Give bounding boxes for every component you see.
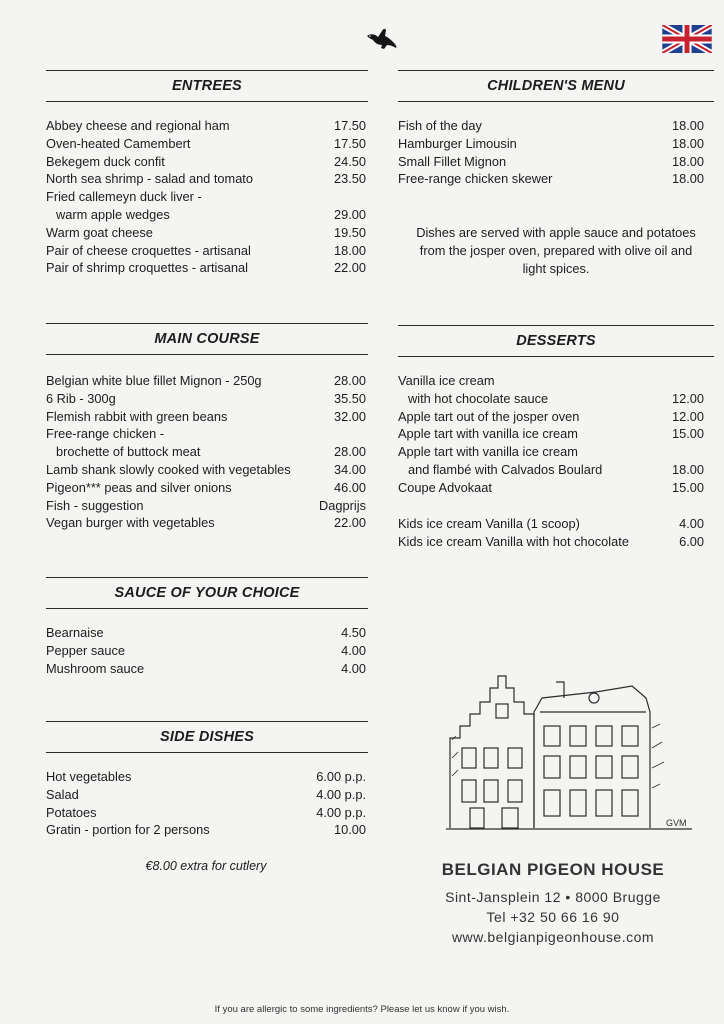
menu-item — [46, 461, 366, 479]
menu-item — [46, 242, 366, 260]
main-course-header — [46, 323, 368, 355]
menu-item-name: Abbey cheese and regional ham — [46, 118, 230, 133]
menu-item — [46, 642, 366, 660]
menu-item-price: 4.00 — [341, 660, 366, 676]
menu-item-price: 24.50 — [333, 153, 366, 169]
menu-item-price: 12.00 — [671, 408, 704, 424]
note-line: from the josper oven, prepared with olive oil and — [419, 242, 693, 258]
menu-item-name: North sea shrimp - salad and tomato — [46, 171, 253, 187]
menu-item-price: 23.50 — [333, 171, 366, 187]
menu-item-price: 6.00 — [679, 533, 704, 549]
menu-item-price: 19.50 — [333, 224, 366, 240]
menu-item — [46, 425, 366, 443]
menu-item — [398, 479, 704, 497]
side-dishes-header — [46, 721, 368, 753]
entrees-list — [46, 117, 366, 277]
entrees-header — [46, 70, 368, 102]
menu-item — [398, 408, 704, 426]
menu-item-name: Gratin - portion for 2 persons — [46, 822, 210, 838]
menu-item-price: 10.00 — [333, 822, 366, 838]
menu-item — [398, 153, 704, 171]
cutlery-note: €8.00 extra for cutlery — [145, 859, 267, 873]
menu-item-price: 12.00 — [671, 390, 704, 406]
menu-item — [398, 170, 704, 188]
menu-item-price: 18.00 — [671, 461, 704, 477]
menu-item-name: warm apple wedges — [56, 206, 170, 222]
menu-item-name: Vanilla ice cream — [398, 373, 495, 388]
menu-item-name: Coupe Advokaat — [398, 479, 492, 495]
menu-item-price: 28.00 — [333, 373, 366, 388]
menu-item — [398, 533, 704, 551]
restaurant-phone: Tel +32 50 66 16 90 — [486, 909, 620, 925]
menu-item-name: and flambé with Calvados Boulard — [408, 461, 603, 477]
menu-item-price: 18.00 — [671, 135, 704, 151]
menu-item-name: Potatoes — [46, 804, 97, 820]
note-line: Dishes are served with apple sauce and potatoes — [416, 225, 696, 240]
menu-item-price: 17.50 — [333, 135, 366, 151]
menu-item-price: 4.00 — [341, 642, 366, 658]
menu-item-name: Small Fillet Mignon — [398, 153, 507, 169]
allergy-note: If you are allergic to some ingredients? Please let us know if you wish. — [214, 1004, 510, 1015]
house-drawing — [446, 668, 692, 834]
menu-item-name: Belgian white blue fillet Mignon - 250g — [46, 373, 262, 388]
menu-item — [398, 135, 704, 153]
menu-item-name: Fish - suggestion — [46, 497, 144, 513]
menu-item-price: 15.00 — [671, 479, 704, 495]
menu-item — [46, 224, 366, 242]
pigeon-icon — [364, 27, 398, 53]
menu-item — [398, 425, 704, 443]
menu-item-name: Mushroom sauce — [46, 660, 145, 676]
menu-item-name: Bekegem duck confit — [46, 153, 165, 169]
side-dishes-list — [46, 768, 366, 839]
menu-item-name: Pair of shrimp croquettes - artisanal — [46, 260, 248, 276]
menu-item — [46, 786, 366, 804]
menu-item-name: Hot vegetables — [46, 769, 132, 784]
menu-item — [46, 768, 366, 786]
menu-item-price: 4.00 p.p. — [316, 786, 366, 802]
menu-item — [46, 390, 366, 408]
menu-item — [46, 170, 366, 188]
restaurant-website[interactable]: www.belgianpigeonhouse.com — [451, 929, 655, 945]
menu-item-price: 4.00 — [679, 516, 704, 531]
menu-item-price: 46.00 — [333, 479, 366, 495]
menu-item-price: 4.00 p.p. — [316, 804, 366, 820]
side-dishes-title: SIDE DISHES — [159, 729, 255, 745]
menu-item-price: 18.00 — [671, 153, 704, 169]
menu-item — [398, 390, 704, 408]
menu-item-name: brochette of buttock meat — [56, 444, 201, 460]
menu-item-name: Vegan burger with vegetables — [46, 515, 215, 531]
menu-item-name: Fish of the day — [398, 118, 482, 133]
childrens-menu-list — [398, 117, 704, 188]
menu-item — [46, 497, 366, 515]
menu-item-price: 4.50 — [341, 625, 366, 640]
menu-item-name: Salad — [46, 786, 79, 802]
sauce-title: SAUCE OF YOUR CHOICE — [114, 585, 300, 601]
menu-item-name: 6 Rib - 300g — [46, 390, 116, 406]
menu-item — [46, 117, 366, 135]
menu-item — [46, 624, 366, 642]
menu-item — [46, 443, 366, 461]
menu-item — [46, 408, 366, 426]
menu-item-name: Apple tart out of the josper oven — [398, 408, 580, 424]
menu-item — [398, 461, 704, 479]
menu-item — [46, 479, 366, 497]
sauce-header — [46, 577, 368, 609]
menu-item-name: Apple tart with vanilla ice cream — [398, 444, 578, 460]
menu-item-price: 22.00 — [333, 515, 366, 531]
childrens-menu-header — [398, 70, 714, 102]
menu-item-price: 28.00 — [333, 444, 366, 460]
menu-item-name: Oven-heated Camembert — [46, 135, 191, 151]
childrens-menu-note — [398, 224, 714, 277]
menu-item — [46, 153, 366, 171]
menu-item — [398, 117, 704, 135]
menu-item-name: Flemish rabbit with green beans — [46, 408, 228, 424]
menu-item-name: Kids ice cream Vanilla with hot chocolate — [398, 533, 629, 549]
menu-item — [46, 372, 366, 390]
menu-item-name: Bearnaise — [46, 625, 104, 640]
menu-item-name: Fried callemeyn duck liver - — [46, 189, 202, 205]
menu-item — [46, 804, 366, 822]
menu-item — [46, 188, 366, 206]
desserts-list — [398, 372, 704, 497]
kids-desserts-list — [398, 515, 704, 551]
menu-item-price: 17.50 — [333, 118, 366, 133]
menu-item-price: 22.00 — [333, 260, 366, 276]
menu-item-name: with hot chocolate sauce — [408, 390, 549, 406]
menu-item-price: 18.00 — [333, 242, 366, 258]
menu-item-price: 35.50 — [333, 390, 366, 406]
restaurant-address: Sint-Jansplein 12 • 8000 Brugge — [445, 889, 661, 905]
menu-item-price: 18.00 — [671, 118, 704, 133]
drawing-signature: GVM — [666, 818, 687, 828]
menu-item-price: 29.00 — [333, 206, 366, 222]
menu-item-price: 6.00 p.p. — [316, 769, 366, 784]
sauce-list — [46, 624, 366, 677]
menu-item-name: Pigeon*** peas and silver onions — [46, 479, 232, 495]
menu-item — [46, 135, 366, 153]
note-line: light spices. — [522, 260, 590, 276]
menu-item — [398, 443, 704, 461]
menu-item — [46, 821, 366, 839]
main-course-list — [46, 372, 366, 532]
entrees-title: ENTREES — [172, 78, 242, 94]
menu-item-name: Hamburger Limousin — [398, 135, 517, 151]
menu-item-name: Kids ice cream Vanilla (1 scoop) — [398, 516, 580, 531]
menu-item-name: Lamb shank slowly cooked with vegetables — [46, 461, 291, 477]
menu-item-price: 15.00 — [671, 426, 704, 442]
menu-item-name: Pair of cheese croquettes - artisanal — [46, 242, 251, 258]
menu-item-price: 32.00 — [333, 408, 366, 424]
menu-item — [46, 259, 366, 277]
menu-item — [398, 515, 704, 533]
menu-item-price: Dagprijs — [319, 497, 366, 513]
menu-item — [46, 660, 366, 678]
menu-item — [398, 372, 704, 390]
menu-item — [46, 206, 366, 224]
menu-item-price: 34.00 — [333, 461, 366, 477]
menu-item — [46, 514, 366, 532]
restaurant-name: BELGIAN PIGEON HOUSE — [441, 860, 665, 879]
menu-item-name: Pepper sauce — [46, 642, 125, 658]
uk-flag-icon[interactable] — [662, 25, 712, 53]
menu-item-name: Free-range chicken - — [46, 426, 165, 442]
menu-item-name: Free-range chicken skewer — [398, 171, 553, 187]
menu-item-price: 18.00 — [671, 171, 704, 187]
menu-item-name: Apple tart with vanilla ice cream — [398, 426, 578, 442]
desserts-title: DESSERTS — [516, 333, 596, 349]
menu-item-name: Warm goat cheese — [46, 224, 153, 240]
childrens-menu-title: CHILDREN'S MENU — [487, 78, 625, 94]
main-course-title: MAIN COURSE — [154, 331, 260, 347]
desserts-header — [398, 325, 714, 357]
